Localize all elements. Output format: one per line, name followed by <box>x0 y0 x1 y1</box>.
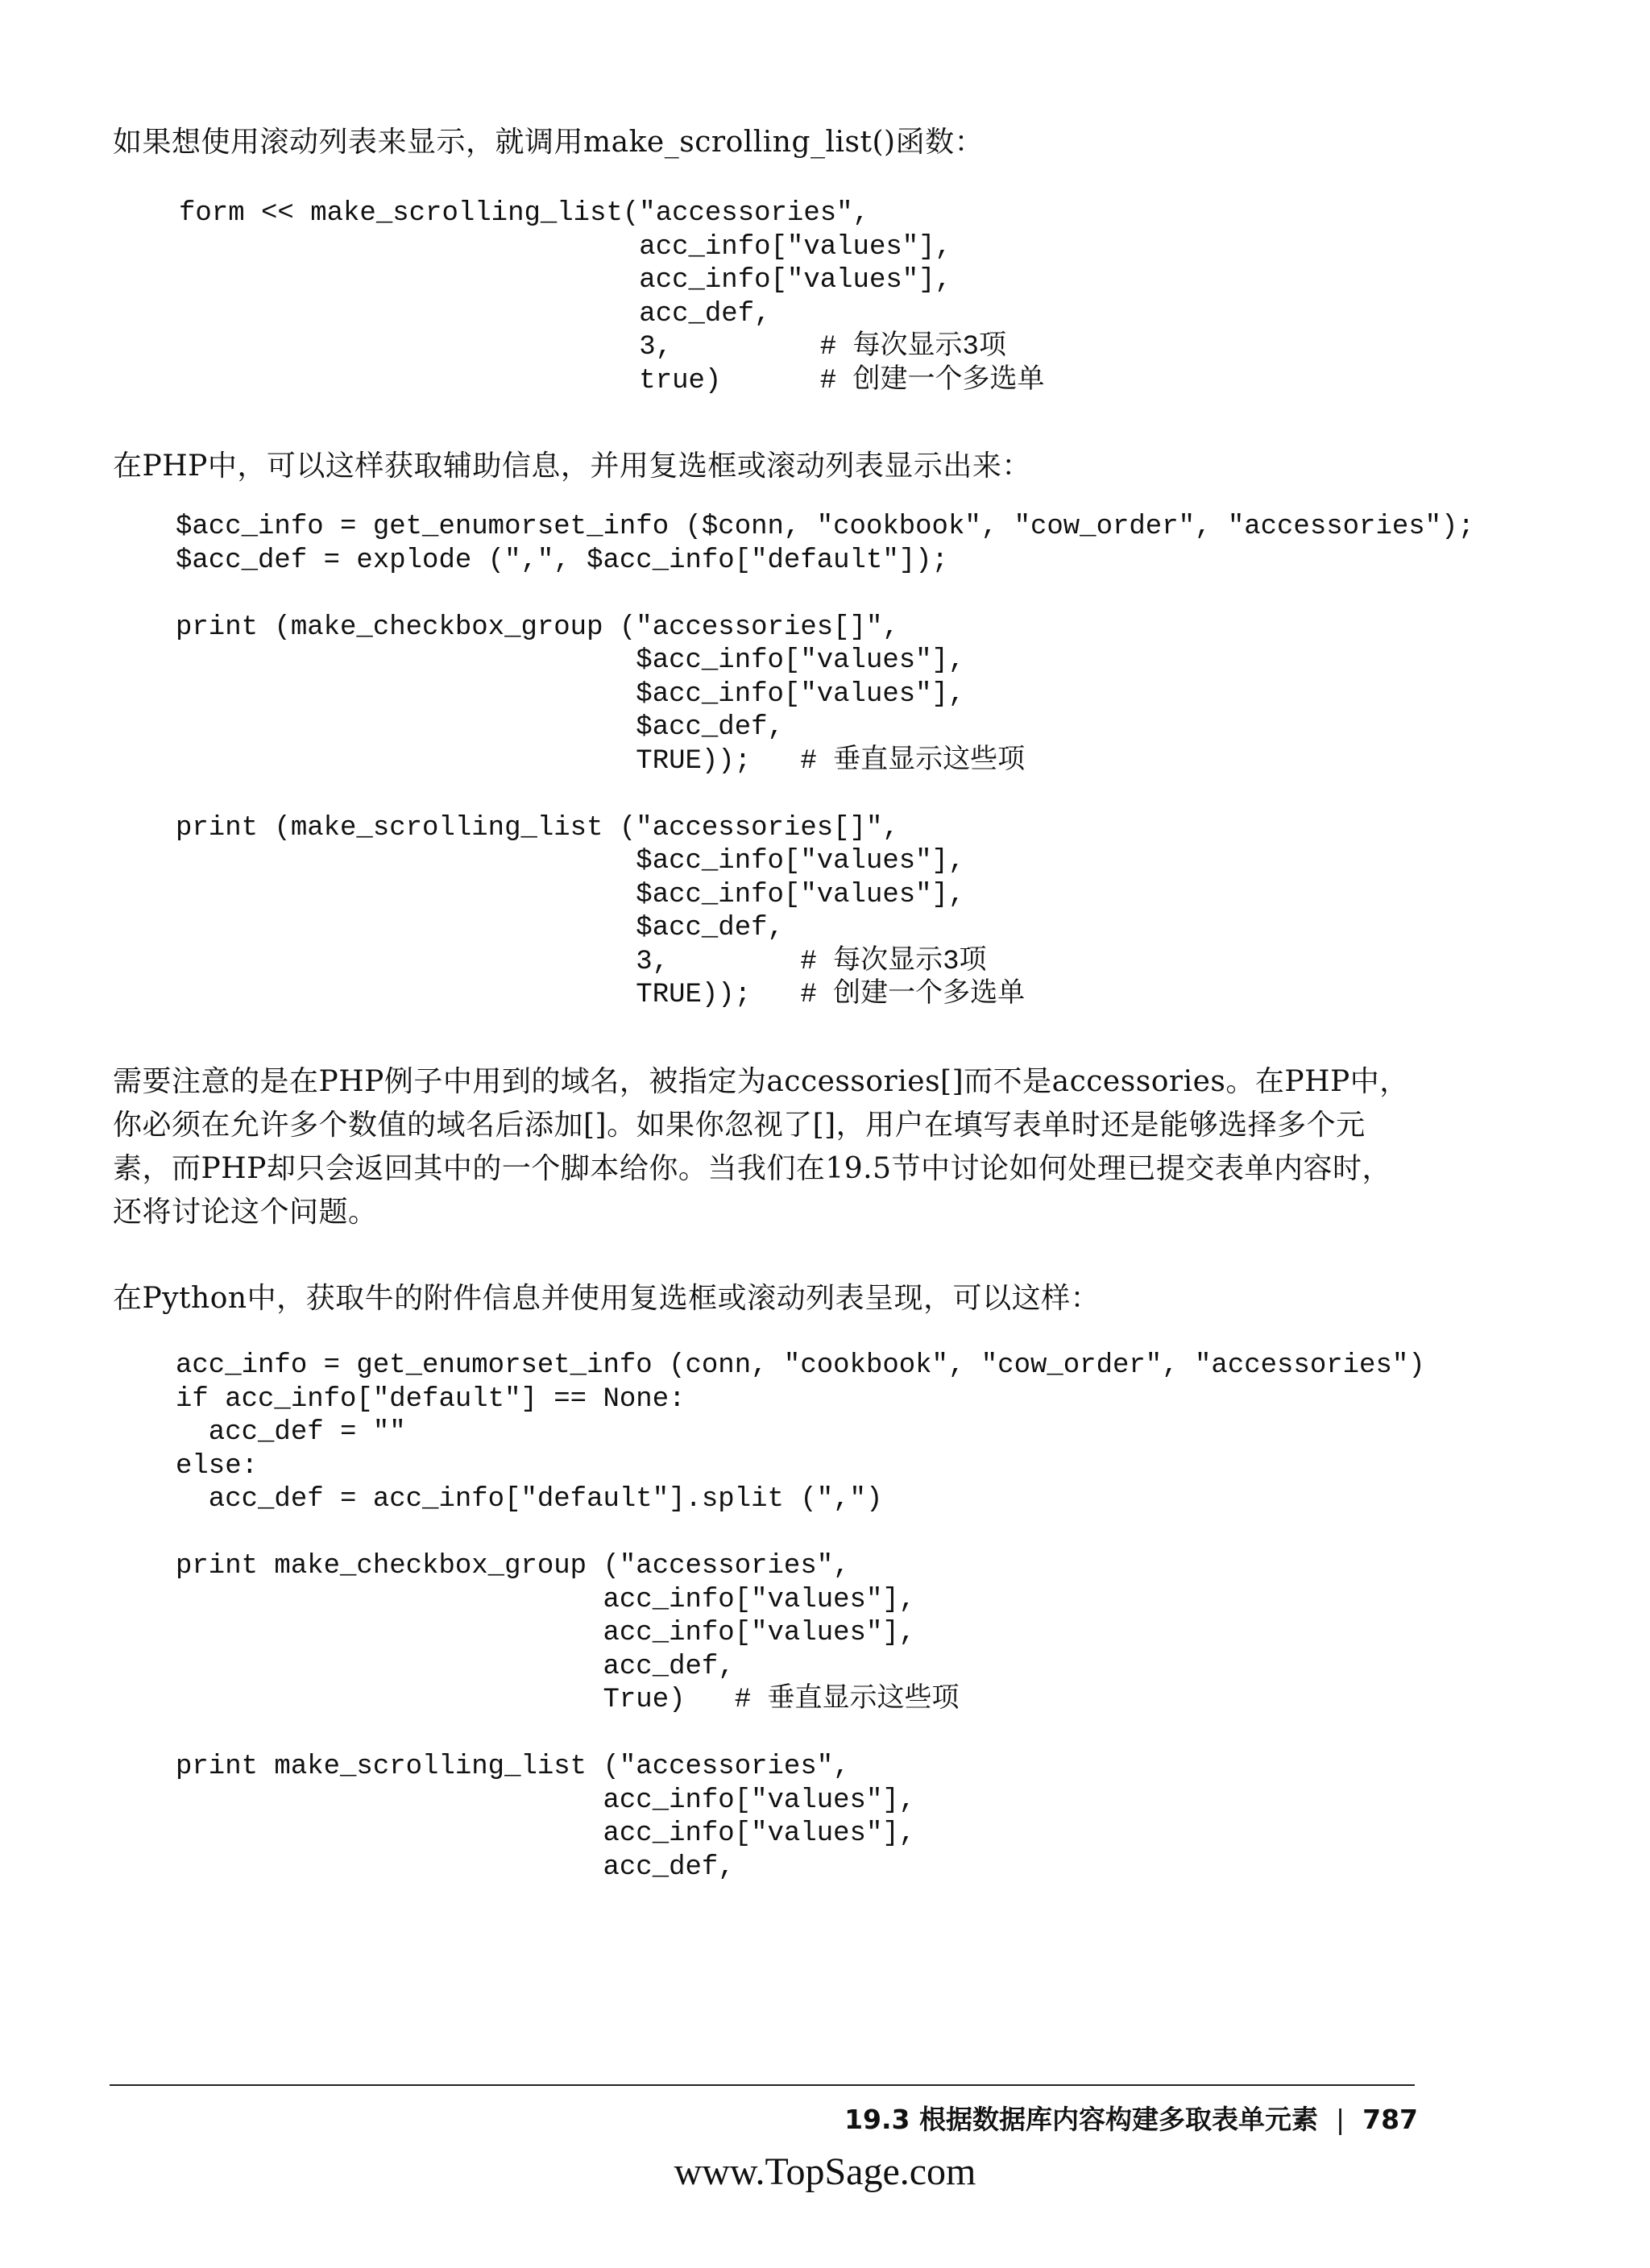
page-number: 787 <box>1362 2104 1418 2135</box>
code-line: acc_info["values"], <box>176 1785 916 1816</box>
paragraph-php-note: 需要注意的是在PHP例子中用到的域名，被指定为accessories[]而不是accessories。在PHP中，你必须在允许多个数值的域名后添加[]。如果你忽视了[]，用户在填写表单时还是能够选择多个元素，而PHP却只会返回其中的一个脚本给你。当我们在19.5节中讨论如何处理已提交表单内容时，还将讨论这个问题。 <box>113 1065 1409 1229</box>
code-line: acc_def = "" <box>176 1417 406 1448</box>
code-block-php <box>176 511 1474 1013</box>
paragraph-python-intro: 在Python中，获取牛的附件信息并使用复选框或滚动列表呈现，可以这样： <box>113 1282 1101 1315</box>
code-line: acc_def, <box>179 298 771 330</box>
code-line: print (make_scrolling_list ("accessories[]", <box>176 812 899 844</box>
code-line: $acc_def, <box>176 712 784 743</box>
code-line: $acc_info["values"], <box>176 846 965 877</box>
code-line: 3, # 每次显示3项 <box>176 946 987 977</box>
code-line: 3, # 每次显示3项 <box>179 332 1006 363</box>
paragraph-php-intro: 在PHP中，可以这样获取辅助信息，并用复选框或滚动列表显示出来： <box>113 450 1031 483</box>
code-line: TRUE)); # 垂直显示这些项 <box>176 745 1026 777</box>
code-block-scrolling-list <box>179 197 1045 398</box>
code-line: acc_def = acc_info["default"].split (",") <box>176 1484 883 1515</box>
code-line: else: <box>176 1450 259 1482</box>
code-line: acc_info["values"], <box>176 1584 916 1615</box>
code-line: print (make_checkbox_group ("accessories[]", <box>176 612 899 643</box>
code-line: $acc_info["values"], <box>176 645 965 676</box>
code-line <box>176 1718 1425 1752</box>
code-line: $acc_info = get_enumorset_info ($conn, "cookbook", "cow_order", "accessories"); <box>176 512 1474 542</box>
code-line: $acc_info["values"], <box>176 678 965 710</box>
code-line <box>176 778 1474 812</box>
code-line: $acc_def, <box>176 913 784 943</box>
page-footer <box>741 2099 1418 2137</box>
code-block-python <box>176 1350 1425 1884</box>
code-line: acc_info["values"], <box>176 1818 916 1849</box>
footer-section-title: 19.3 根据数据库内容构建多取表单元素 <box>844 2104 1318 2135</box>
footer-divider <box>110 2084 1415 2086</box>
code-line: acc_info["values"], <box>179 231 951 263</box>
code-line <box>176 578 1474 612</box>
code-line: acc_def, <box>176 1851 735 1883</box>
code-line: acc_info["values"], <box>176 1618 916 1648</box>
code-line: if acc_info["default"] == None: <box>176 1383 686 1415</box>
code-line: true) # 创建一个多选单 <box>179 365 1045 396</box>
site-watermark: www.TopSage.com <box>674 2150 976 2193</box>
code-line: acc_info["values"], <box>179 265 951 296</box>
paragraph-scrolling-list-intro: 如果想使用滚动列表来显示，就调用make_scrolling_list()函数： <box>113 126 985 159</box>
code-line: form << make_scrolling_list("accessories", <box>179 198 869 229</box>
code-line: print make_checkbox_group ("accessories", <box>176 1551 850 1582</box>
code-line <box>176 1517 1425 1551</box>
code-line: True) # 垂直显示这些项 <box>176 1685 960 1715</box>
code-line: acc_info = get_enumorset_info (conn, "cookbook", "cow_order", "accessories") <box>176 1350 1425 1381</box>
code-line: TRUE)); # 创建一个多选单 <box>176 980 1026 1010</box>
code-line: print make_scrolling_list ("accessories", <box>176 1752 850 1782</box>
footer-separator: | <box>1335 2104 1345 2135</box>
code-line: $acc_info["values"], <box>176 879 965 910</box>
code-line: acc_def, <box>176 1651 735 1682</box>
code-line: $acc_def = explode (",", $acc_info["default"]); <box>176 545 948 576</box>
